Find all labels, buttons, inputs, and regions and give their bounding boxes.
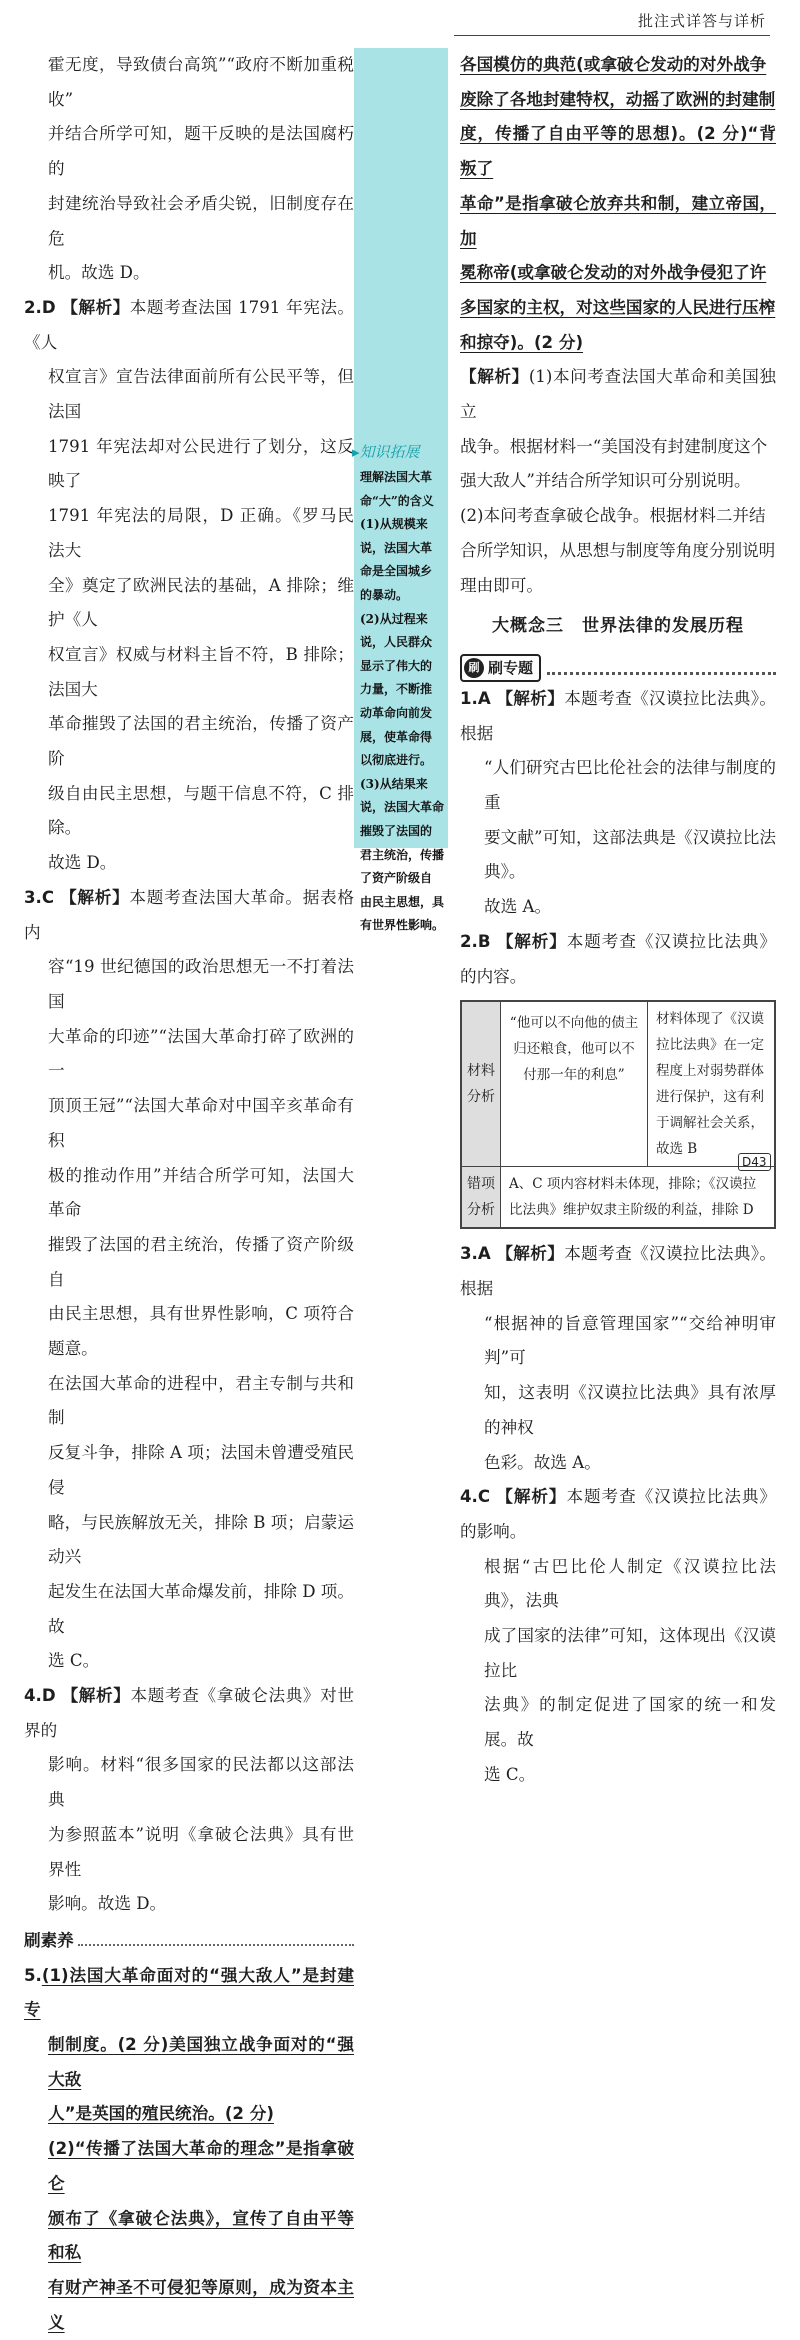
left-column <box>24 48 354 2340</box>
note-line: 动革命向前发 <box>360 705 433 720</box>
brush-icon: 刷 <box>464 658 484 678</box>
text-line: 本题考查《汉谟拉比法典》。根据 <box>460 688 776 743</box>
analysis-tag: 【解析】 <box>496 688 565 708</box>
shua-zhuanti-badge <box>460 654 541 682</box>
text-line: 强大敌人”并结合所学知识可分别说明。 <box>460 471 751 491</box>
note-line: (1)从规模来 <box>360 517 428 532</box>
text-line: 权宣言》宣告法律面前所有公民平等，但法国 <box>48 367 354 422</box>
shua-zhuanti-label: 刷专题 <box>488 658 534 677</box>
shuasuyang-heading <box>24 1924 354 1959</box>
knowledge-extension-text <box>360 466 446 938</box>
text-line: 有财产神圣不可侵犯等原则，成为资本主义 <box>48 2278 354 2332</box>
text-line: 由民主思想，具有世界性影响，C 项符合题意。 <box>48 1304 354 1359</box>
text-line: 级自由民主思想，与题干信息不符，C 排除。 <box>48 783 354 838</box>
dotted-rule <box>78 1936 354 1946</box>
text-line: “根据神的旨意管理国家”“交给神明审判”可 <box>484 1313 776 1368</box>
text-line: 各国模仿的典范(或拿破仑发动的对外战争 <box>460 55 767 74</box>
note-line: 有世界性影响。 <box>360 918 445 933</box>
section-title: 大概念三 世界法律的发展历程 <box>492 616 744 637</box>
question-2 <box>24 291 354 881</box>
text-line: 知，这表明《汉谟拉比法典》具有浓厚的神权 <box>484 1383 776 1437</box>
text-line: 影响。故选 D。 <box>48 1894 167 1914</box>
text-line: 多国家的主权，对这些国家的人民进行压榨 <box>460 297 776 317</box>
text-line: 选 C。 <box>48 1651 100 1671</box>
material-note: 材料体现了《汉谟拉比法典》在一定程度上对弱势群体进行保护，这有利于调解社会关系，故选 B <box>656 1011 764 1158</box>
question-number: 1. <box>460 688 478 708</box>
note-line: 理解法国大革 <box>360 470 433 484</box>
text-line: 本题考查法国 1791 年宪法。《人 <box>24 297 355 352</box>
q1-tail <box>24 48 354 291</box>
text-line: 本题考查法国大革命。据表格内 <box>24 887 355 942</box>
text-line: 度，传播了自由平等的思想)。(2 分)“背叛了 <box>460 124 776 179</box>
answer-letter: D <box>41 1686 56 1706</box>
text-line: 本题考查《汉谟拉比法典》。根据 <box>460 1244 776 1298</box>
text-line: 为参照蓝本”说明《拿破仑法典》具有世界性 <box>48 1824 354 1879</box>
answer-letter: C <box>41 887 55 907</box>
text-line: 顶顶王冠”“法国大革命对中国辛亥革命有积 <box>48 1096 354 1150</box>
text-line: 冕称帝(或拿破仑发动的对外战争侵犯了许 <box>460 263 767 283</box>
text-line: 色彩。故选 A。 <box>484 1452 601 1472</box>
text-line: 本题考查《汉谟拉比法典》的影响。 <box>460 1487 777 1541</box>
note-line: 了资产阶级自 <box>360 871 433 886</box>
text-line: 战争。根据材料一“美国没有封建制度这个 <box>460 436 768 456</box>
question-number: 4. <box>460 1487 478 1507</box>
analysis-tag: 【解析】 <box>496 1487 567 1507</box>
question-number: 4. <box>24 1686 42 1706</box>
text-line: 本题考查《汉谟拉比法典》的内容。 <box>460 931 777 986</box>
text-line: “人们研究古巴比伦社会的法律与制度的重 <box>484 758 776 813</box>
knowledge-extension-title: ▸知识拓展 <box>352 443 420 461</box>
question-number: 3. <box>24 887 42 907</box>
text-line: (2)“传播了法国大革命的理念”是指拿破仑 <box>48 2139 354 2193</box>
text-line: 容“19 世纪德国的政治思想无一不打着法国 <box>48 957 354 1011</box>
text-line: (1)本问考查法国大革命和美国独立 <box>460 367 776 422</box>
note-line: 说，法国大革 <box>360 540 433 555</box>
analysis-tag: 【解析】 <box>460 367 529 387</box>
table-row <box>462 1166 774 1227</box>
shuasuyang-label: 刷素养 <box>24 1930 74 1950</box>
question-number: 3. <box>460 1244 478 1264</box>
note-line: 命是全国城乡 <box>360 564 433 579</box>
text-line: 起发生在法国大革命爆发前，排除 D 项。故 <box>48 1581 354 1636</box>
text-line: 选 C。 <box>484 1764 536 1784</box>
analysis-tag: 【解析】 <box>61 297 130 317</box>
text-line: 1791 年宪法却对公民进行了划分，这反映了 <box>48 436 354 491</box>
text-line: 制制度。(2 分)美国独立战争面对的“强大敌 <box>48 2035 354 2089</box>
text-line: 颁布了《拿破仑法典》，宣传了自由平等和私 <box>48 2208 354 2263</box>
note-line: 说，法国大革命 <box>360 800 445 815</box>
text-line: 并结合所学可知，题干反映的是法国腐朽的 <box>48 124 354 179</box>
analysis-tag: 【解析】 <box>60 887 130 907</box>
right-question-2 <box>460 925 776 994</box>
table-row <box>462 1002 774 1166</box>
question-4 <box>24 1679 354 1922</box>
text-line: 故选 D。 <box>48 853 117 873</box>
text-line: 要文献”可知，这部法典是《汉谟拉比法典》。 <box>484 827 776 882</box>
question-5-analysis <box>460 360 776 603</box>
text-line: 在法国大革命的进程中，君主专制与共和制 <box>48 1373 354 1428</box>
analysis-tag: 【解析】 <box>496 1244 565 1264</box>
right-question-4 <box>460 1480 776 1792</box>
text-line: 理由即可。 <box>460 575 543 595</box>
text-line: 权宣言》权威与材料主旨不符，B 排除；法国大 <box>48 644 354 699</box>
text-line: 废除了各地封建特权，动摇了欧洲的封建制 <box>460 89 776 109</box>
note-line: 的暴动。 <box>360 587 409 602</box>
question-3 <box>24 881 354 1679</box>
answer-letter: B <box>477 931 491 951</box>
text-line: 略，与民族解放无关，排除 B 项；启蒙运动兴 <box>48 1512 354 1567</box>
note-line: 显示了伟大的 <box>360 658 433 673</box>
material-quote: “他可以不向他的债主归还粮食，他可以不付那一年的利息” <box>501 1002 648 1166</box>
wrong-option-label: 错项分析 <box>462 1167 501 1227</box>
text-line: 合所学知识，从思想与制度等角度分别说明 <box>460 540 776 560</box>
note-line: 命“大”的含义 <box>360 493 434 508</box>
answer-letter: A <box>477 688 491 708</box>
note-line: 展，使革命得 <box>360 729 433 744</box>
text-line: 极的推动作用”并结合所学可知，法国大革命 <box>48 1165 354 1220</box>
answer-letter: C <box>477 1487 491 1507</box>
text-line: 根据“古巴比伦人制定《汉谟拉比法典》，法典 <box>484 1556 776 1611</box>
text-line: 大革命的印迹”“法国大革命打碎了欧洲的一 <box>48 1026 354 1081</box>
text-line: 故选 A。 <box>484 897 552 917</box>
page-header-title: 批注式详答与详析 <box>637 12 766 30</box>
text-line: 机。故选 D。 <box>48 263 150 283</box>
shua-zhuanti-heading <box>460 654 776 682</box>
note-line: (2)从过程来 <box>360 611 428 626</box>
wrong-option-text: A、C 项内容材料未体现，排除；《汉谟拉比法典》维护奴隶主阶级的利益，排除 D <box>509 1176 757 1219</box>
text-line: 反复斗争，排除 A 项；法国未曾遭受殖民侵 <box>48 1443 354 1497</box>
note-line: 以彻底进行。 <box>360 753 433 768</box>
text-line: 成了国家的法律”可知，这体现出《汉谟拉比 <box>484 1626 776 1680</box>
header-rule <box>454 35 770 36</box>
question-number: 2. <box>24 297 42 317</box>
text-line: 本题考查《拿破仑法典》对世界的 <box>24 1686 355 1740</box>
knowledge-extension-label: 知识拓展 <box>359 443 420 461</box>
text-line: 霍无度，导致债台高筑”“政府不断加重税收” <box>48 55 354 109</box>
analysis-tag: 【解析】 <box>496 931 567 951</box>
analysis-table <box>460 1000 776 1229</box>
right-question-1 <box>460 682 776 925</box>
page-number: D43 <box>738 1153 771 1171</box>
text-line: 革命”是指拿破仑放弃共和制，建立帝国，加 <box>460 193 776 248</box>
text-line: 1791 年宪法的局限，D 正确。《罗马民法大 <box>48 506 354 560</box>
question-number: 2. <box>460 931 478 951</box>
note-line: (3)从结果来 <box>360 776 428 791</box>
right-question-3 <box>460 1237 776 1480</box>
note-line: 君主统治，传播 <box>360 847 445 862</box>
note-line: 由民主思想，具 <box>360 894 445 909</box>
right-column <box>460 48 776 1793</box>
answer-letter: A <box>477 1244 491 1264</box>
text-line: (2)本问考查拿破仑战争。根据材料二并结 <box>460 506 766 526</box>
note-line: 摧毁了法国的 <box>360 823 433 838</box>
text-line: 摧毁了法国的君主统治，传播了资产阶级自 <box>48 1234 354 1289</box>
analysis-tag: 【解析】 <box>61 1686 131 1706</box>
text-line: 封建统治导致社会矛盾尖锐，旧制度存在危 <box>48 193 354 248</box>
note-line: 说，人民群众 <box>360 635 433 650</box>
text-line: 全》奠定了欧洲民法的基础，A 排除；维护《人 <box>48 575 354 630</box>
question-number: 5. <box>24 1965 42 1985</box>
text-line: 和掠夺)。(2 分) <box>460 332 584 352</box>
text-line: 革命摧毁了法国的君主统治，传播了资产阶 <box>48 714 354 769</box>
answer-letter: D <box>41 297 56 317</box>
text-line: (1)法国大革命面对的“强大敌人”是封建专 <box>24 1965 354 2020</box>
dotted-rule <box>547 660 776 675</box>
note-line: 力量，不断推 <box>360 682 433 697</box>
material-analysis-label: 材料分析 <box>462 1002 501 1166</box>
text-line: 影响。材料“很多国家的民法都以这部法典 <box>48 1755 354 1810</box>
text-line: 人”是英国的殖民统治。(2 分) <box>48 2104 274 2124</box>
question-5-continued <box>460 48 776 360</box>
text-line: 法典》的制定促进了国家的统一和发展。故 <box>484 1695 776 1750</box>
question-5 <box>24 1959 354 2340</box>
